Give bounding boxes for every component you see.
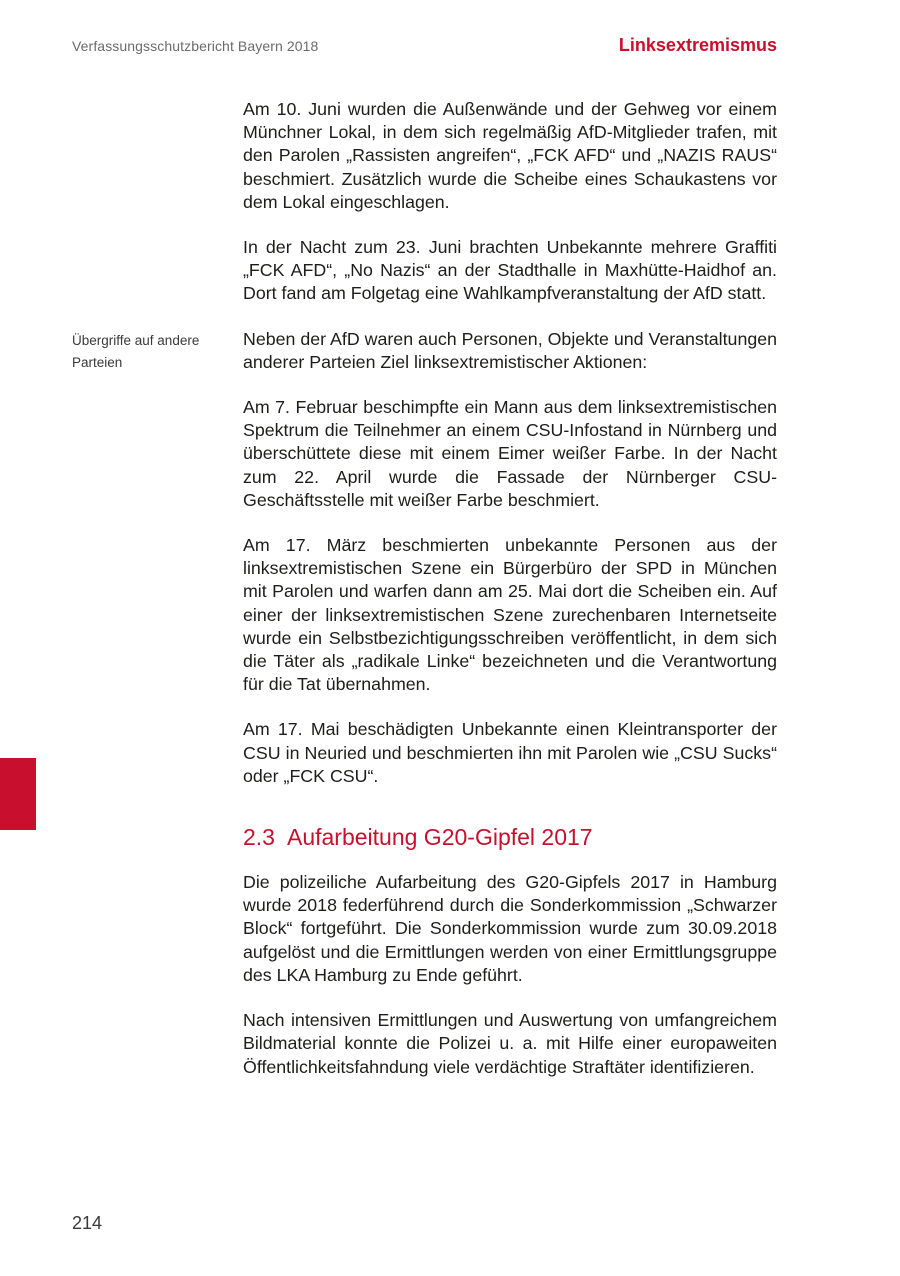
publication-title: Verfassungsschutzbericht Bayern 2018 (72, 38, 319, 54)
main-text-column (72, 98, 777, 1101)
paragraph-march-17: Am 17. März beschmierten unbekannte Personen aus der linksextremistischen Szene ein Bürgerbüro der SPD in München mit Parolen und warfen dann am 25. Mai dort die Scheiben ein. Auf einer der linksextremistischen Szene zurechenbaren Internetseite wurde ein Selbstbezichtigungsschreiben veröffentlicht, in dem sich die Täter als „radikale Linke“ bezeichneten und die Verantwortung für die Tat übernahmen. (243, 535, 777, 695)
paragraph-g20-soko: Die polizeiliche Aufarbeitung des G20-Gipfels 2017 in Hamburg wurde 2018 federführend durch die Sonderkommission „Schwarzer Block“ fortgeführt. Die Sonderkommission wurde zum 30.09.2018 aufgelöst und die Ermittlungen werden von einer Ermittlungsgruppe des LKA Hamburg zu Ende geführt. (243, 872, 777, 985)
margin-note: Übergriffe auf andere Parteien (72, 332, 200, 370)
chapter-title: Linksextremismus (618, 35, 777, 55)
paragraph-june-10: Am 10. Juni wurden die Außenwände und der Gehweg vor einem Münchner Lokal, in dem sich regelmäßig AfD-Mitglieder trafen, mit den Parolen „Rassisten angreifen“, „FCK AFD“ und „NAZIS RAUS“ beschmiert. Zusätzlich wurde die Scheibe eines Schaukastens vor dem Lokal eingeschlagen. (243, 99, 777, 212)
other-parties-block (72, 328, 777, 374)
paragraph-may-17: Am 17. Mai beschädigten Unbekannte einen Kleintransporter der CSU in Neuried und beschmierten ihn mit Parolen wie „CSU Sucks“ oder „FCK CSU“. (243, 719, 777, 786)
section-heading (243, 823, 777, 851)
paragraph-g20-fahndung: Nach intensiven Ermittlungen und Auswertung von umfangreichem Bildmaterial konnte die Polizei u. a. mit Hilfe einer europaweiten Öffentlichkeitsfahndung viele verdächtige Straftäter identifizieren. (243, 1010, 777, 1077)
section-number: 2.3 (243, 824, 275, 851)
page-number: 214 (72, 1213, 103, 1233)
chapter-tab-marker (0, 758, 36, 830)
paragraph-june-23: In der Nacht zum 23. Juni brachten Unbekannte mehrere Graffiti „FCK AFD“, „No Nazis“ an der Stadthalle in Maxhütte-Haidhof an. Dort fand am Folgetag eine Wahlkampfveranstaltung der AfD statt. (243, 237, 777, 304)
paragraph-other-parties-intro: Neben der AfD waren auch Personen, Objekte und Veranstaltungen anderer Parteien Ziel linksextremistischer Aktionen: (243, 328, 777, 372)
paragraph-feb-7: Am 7. Februar beschimpfte ein Mann aus dem linksextremistischen Spektrum die Teilnehmer an einem CSU-Infostand in Nürnberg und überschüttete diese mit einem Eimer weißer Farbe. In der Nacht zum 22. April wurde die Fassade der Nürnberger CSU-Geschäftsstelle mit weißer Farbe beschmiert. (243, 397, 777, 510)
section-title-text: Aufarbeitung G20-Gipfel 2017 (286, 824, 593, 851)
